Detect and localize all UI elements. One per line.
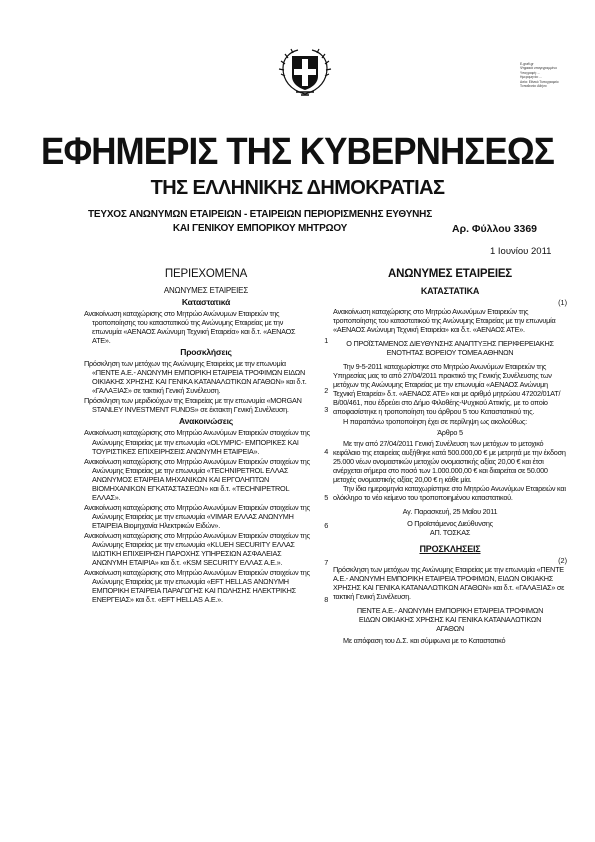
greek-coat-of-arms-icon xyxy=(276,44,334,98)
issue-type-line2: ΚΑΙ ΓΕΝΙΚΟΥ ΕΜΠΟΡΙΚΟΥ ΜΗΤΡΩΟΥ xyxy=(172,223,348,234)
stamp-line: Ψηφιακά υπογεγραμμένο xyxy=(520,66,557,71)
subsection-invitations: Προσκλήσεις xyxy=(180,347,232,358)
toc-item[interactable] xyxy=(84,568,328,604)
notice-body: Με απόφαση του Δ.Σ. και σύμφωνα με το Καταστατικό xyxy=(343,636,506,646)
statutes-heading: ΚΑΤΑΣΤΑΤΙΚΑ xyxy=(420,286,480,296)
toc-item-page: 1 xyxy=(324,336,328,346)
contents-heading: ΠΕΡΙΕΧΟΜΕΝΑ xyxy=(164,268,248,280)
notice-summary: Ανακοίνωση καταχώρισης στο Μητρώο Ανωνύμων Εταιρειών της τροποποίησης του καταστατικού της Ανώνυμης Εταιρείας με την επωνυμία «ΑΕΝΑΟΣ Ανώνυμη Τεχνική Εταιρεία» και δ.τ. «ΑΕΝΑΟΣ ΑΤΕ». xyxy=(333,307,556,335)
contents-column xyxy=(84,268,328,605)
section-heading: ΑΝΩΝΥΜΕΣ ΕΤΑΙΡΕΙΕΣ xyxy=(163,286,249,295)
subsection-statutes: Καταστατικά xyxy=(181,297,231,307)
stamp-line: Υπογραφή: ... xyxy=(520,70,541,75)
toc-item[interactable] xyxy=(84,531,328,567)
toc-item[interactable] xyxy=(84,457,328,502)
subsection-announcements: Ανακοινώσεις xyxy=(179,416,233,427)
toc-item-text: Ανακοίνωση καταχώρισης στο Μητρώο Ανωνύμων Εταιρειών στοιχείων της Ανώνυμης Εταιρείας με την επωνυμία «EFT HELLAS ΑΝΩΝΥΜΗ ΕΜΠΟΡΙΚΗ ΕΤΑΙΡΕΙΑ ΠΑΡΑΓΩΓΗΣ ΚΑΙ ΠΩΛΗΣΗΣ ΗΛΕΚΤΡΙΚΗΣ ΕΝΕΡΓΕΙΑΣ» και δ.τ. «EFT HELLAS Α.Ε.». xyxy=(84,568,310,605)
notice-body: Η παραπάνω τροποποίηση έχει σε περίληψη ως ακολούθως: xyxy=(343,416,527,426)
sheet-number: Αρ. Φύλλου 3369 xyxy=(452,223,537,235)
notice-body: Την 9-5-2011 καταχωρίστηκε στο Μητρώο Ανωνύμων Εταιρειών της Υπηρεσίας μας το από 27/04/2011 πρακτικό της Γενικής Συνέλευσης των μετόχων της Ανώνυμης Εταιρείας με την επωνυμία «ΑΕΝΑΟΣ Ανώνυμη Τεχνική Εταιρεία» δ.τ. «ΑΕΝΑΟΣ ΑΤΕ» και με αριθμό μητρώου 47202/01ΑΤ/Β/00/461, που έδρεύει στο Δήμο Φιλοθέης-Ψυχικού Αττικής, με το οποίο αποφασίστηκε η τροποποίηση του άρθρου 5 του Καταστατικού της. xyxy=(333,362,561,417)
digital-signature-stamp xyxy=(520,62,582,88)
notices-column xyxy=(333,268,567,645)
toc-item[interactable] xyxy=(84,309,328,345)
notice-number: (1) xyxy=(558,298,567,307)
stamp-line: Αιτία: Εθνικό Τυπογραφείο xyxy=(520,79,559,84)
toc-item[interactable] xyxy=(84,503,328,530)
toc-item-text: Πρόσκληση των μεριδιούχων της Εταιρείας με την επωνυμία «MORGAN STANLEY INVESTMENT FUNDS» σε έκτακτη Γενική Συνέλευση. xyxy=(84,396,302,415)
toc-item[interactable] xyxy=(84,428,328,455)
toc-item-page: 2 xyxy=(324,386,328,396)
toc-item-page: 5 xyxy=(324,492,328,502)
notice-body: Την ίδια ημερομηνία καταχωρίστηκε στο Μητρώο Ανωνύμων Εταιρειών και ολόκληρο το νέο κείμενο του τροποποιημένου καταστατικού. xyxy=(333,483,566,502)
toc-item-text: Ανακοίνωση καταχώρισης στο Μητρώο Ανωνύμων Εταιρειών στοιχείων της Ανώνυμης Εταιρείας με την επωνυμία «TECHNIPETROL ΕΛΛΑΣ ΑΝΩΝΥΜΟΣ ΕΤΑΙΡΕΙΑ ΜΗΧΑΝΙΚΩΝ ΚΑΙ ΕΡΓΟΛΗΠΤΩΝ ΒΙΟΜΗΧΑΝΙΚΩΝ ΕΓΚΑΤΑΣΤΑΣΕΩΝ» και δ.τ. «TECHNIPETROL ΕΛΛΑΣ». xyxy=(84,456,310,502)
toc-item-text: Ανακοίνωση καταχώρισης στο Μητρώο Ανώνυμων Εταιρειών της τροποποίησης του καταστατικού της Ανώνυμης Εταιρείας με την επωνυμία «ΑΕΝΑΟΣ Ανώνυμη Τεχνική Εταιρεία» και δ.τ. «ΑΕΝΑΟΣ ΑΤΕ». xyxy=(84,309,296,346)
issue-date: 1 Ιουνίου 2011 xyxy=(490,246,552,257)
toc-item-text: Πρόσκληση των μετόχων της Ανώνυμης Εταιρείας με την επωνυμία «ΠΕΝΤΕ Α.Ε.- ΑΝΩΝΥΜΗ ΕΜΠΟΡΙΚΗ ΕΤΑΙΡΕΙΑ ΤΡΟΦΙΜΩΝ ΕΙΔΩΝ ΟΙΚΙΑΚΗΣ ΧΡΗΣΗΣ ΚΑΙ ΓΕΝΙΚΑ ΚΑΤΑΝΑΛΩΤΙΚΩΝ ΑΓΑΘΩΝ» και δ.τ. «ΓΑΛΑΞΙΑΣ» σε τακτική Γενική Συνέλευση. xyxy=(84,359,307,396)
notice-summary: Πρόσκληση των μετόχων της Ανώνυμης Εταιρείας με την επωνυμία «ΠΕΝΤΕ Α.Ε.- ΑΝΩΝΥΜΗ ΕΜΠΟΡΙΚΗ ΕΤΑΙΡΕΙΑ ΤΡΟΦΙΜΩΝ, ΕΙΔΩΝ ΟΙΚΙΑΚΗΣ ΧΡΗΣΗΣ ΚΑΙ ΓΕΝΙΚΑ ΚΑΤΑΝΑΛΩΤΙΚΩΝ ΑΓΑΘΩΝ» και δ.τ. «ΓΑΛΑΞΙΑΣ» σε τακτική Γενική Συνέλευση. xyxy=(333,565,565,602)
toc-item-text: Ανακοίνωση καταχώρισης στο Μητρώο Ανωνύμων Εταιρειών στοιχείων της Ανώνυμης Εταιρείας με την επωνυμία «KLUEH SECURITY ΕΛΛΑΣ ΙΔΙΩΤΙΚΗ ΕΠΙΧΕΙΡΗΣΗ ΠΑΡΟΧΗΣ ΥΠΗΡΕΣΙΩΝ ΑΣΦΑΛΕΙΑΣ ΑΝΩΝΥΜΗ ΕΤΑΙΡΙΑ» και δ.τ. «KSM SECURITY ΕΛΛΑΣ Α.Ε.». xyxy=(84,530,310,568)
place-date: Αγ. Παρασκευή, 25 Μαΐου 2011 xyxy=(402,506,498,516)
authority-title: Ο ΠΡΟΪΣΤΑΜΕΝΟΣ ΔΙΕΥΘΥΝΣΗΣ ΑΝΑΠΤΥΞΗΣ ΠΕΡΙΦΕΡΕΙΑΚΗΣ ΕΝΟΤΗΤΑΣ ΒΟΡΕΙΟΥ ΤΟΜΕΑ ΑΘΗΝΩΝ xyxy=(346,339,554,358)
toc-item[interactable] xyxy=(84,359,328,395)
stamp-line: E-grafi.gr xyxy=(520,62,534,66)
article-heading: Άρθρο 5 xyxy=(437,427,463,437)
gazette-title: ΕΦΗΜΕΡΙΣ ΤΗΣ ΚΥΒΕΡΝΗΣΕΩΣ xyxy=(41,131,554,173)
toc-item-page: 3 xyxy=(324,405,328,415)
toc-item-page: 8 xyxy=(324,595,328,605)
stamp-line: Τοποθεσία: Αθήνα xyxy=(520,84,547,89)
signatory-title: Ο Προϊστάμενος Διεύθυνσης xyxy=(407,518,493,528)
company-name-block: ΠΕΝΤΕ Α.Ε.- ΑΝΩΝΥΜΗ ΕΜΠΟΡΙΚΗ ΕΤΑΙΡΕΙΑ ΤΡΟΦΙΜΩΝ ΕΙΔΩΝ ΟΙΚΙΑΚΗΣ ΧΡΗΣΗΣ ΚΑΙ ΓΕΝΙΚΑ ΚΑΤΑΝΑΛΩΤΙΚΩΝ ΑΓΑΘΩΝ xyxy=(356,606,544,634)
issue-type-line1: ΤΕΥΧΟΣ ΑΝΩΝΥΜΩΝ ΕΤΑΙΡΕΙΩΝ - ΕΤΑΙΡΕΙΩΝ ΠΕΡΙΟΡΙΣΜΕΝΗΣ ΕΥΘΥΝΗΣ xyxy=(87,209,433,220)
gazette-subtitle: ΤΗΣ ΕΛΛΗΝΙΚΗΣ ΔΗΜΟΚΡΑΤΙΑΣ xyxy=(150,177,445,199)
toc-item[interactable] xyxy=(84,396,328,414)
toc-item-page: 7 xyxy=(324,558,328,568)
notice-number: (2) xyxy=(558,556,567,566)
notice-body: Με την από 27/04/2011 Γενική Συνέλευση των μετόχων το μετοχικό κεφάλαιο της εταιρείας αυξήθηκε κατά 500.000,00 € με μετρητά με την έκδοση 25.000 νέων ονομαστικών μετοχών ονομαστικής αξίας 20,00 € και έτσι ανέρχεται σήμερα στο ποσό των 1.000.000,00 € και διαιρείται σε 50.000 μετοχές ονομαστικής αξίας 20,00 € η κάθε μία. xyxy=(333,438,566,484)
right-section-heading: ΑΝΩΝΥΜΕΣ ΕΤΑΙΡΕΙΕΣ xyxy=(387,268,512,280)
toc-item-text: Ανακοίνωση καταχώρισης στο Μητρώο Ανωνύμων Εταιρειών στοιχείων της Ανώνυμης Εταιρείας με την επωνυμία «OLYMPIC- ΕΜΠΟΡΙΚΕΣ ΚΑΙ ΤΟΥΡΙΣΤΙΚΕΣ ΕΠΙΧΕΙΡΗΣΕΙΣ ΑΝΩΝΥΜΗ ΕΤΑΙΡΕΙΑ». xyxy=(84,428,310,456)
invitations-heading: ΠΡΟΣΚΛΗΣΕΙΣ xyxy=(419,544,481,555)
toc-item-text: Ανακοίνωση καταχώρισης στο Μητρώο Ανωνύμων Εταιρειών στοιχείων της Ανώνυμης Εταιρείας με την επωνυμία «VIMAR ΕΛΛΑΣ ΑΝΩΝΥΜΗ ΕΤΑΙΡΕΙΑ Βιομηχανία Ηλεκτρικών Ειδών». xyxy=(84,502,310,530)
toc-item-page: 4 xyxy=(324,446,328,456)
toc-item-page: 6 xyxy=(324,520,328,530)
stamp-line: Ημερομηνία: ... xyxy=(520,75,543,80)
signatory-name: ΑΠ. ΤΟΣΚΑΣ xyxy=(429,528,471,538)
